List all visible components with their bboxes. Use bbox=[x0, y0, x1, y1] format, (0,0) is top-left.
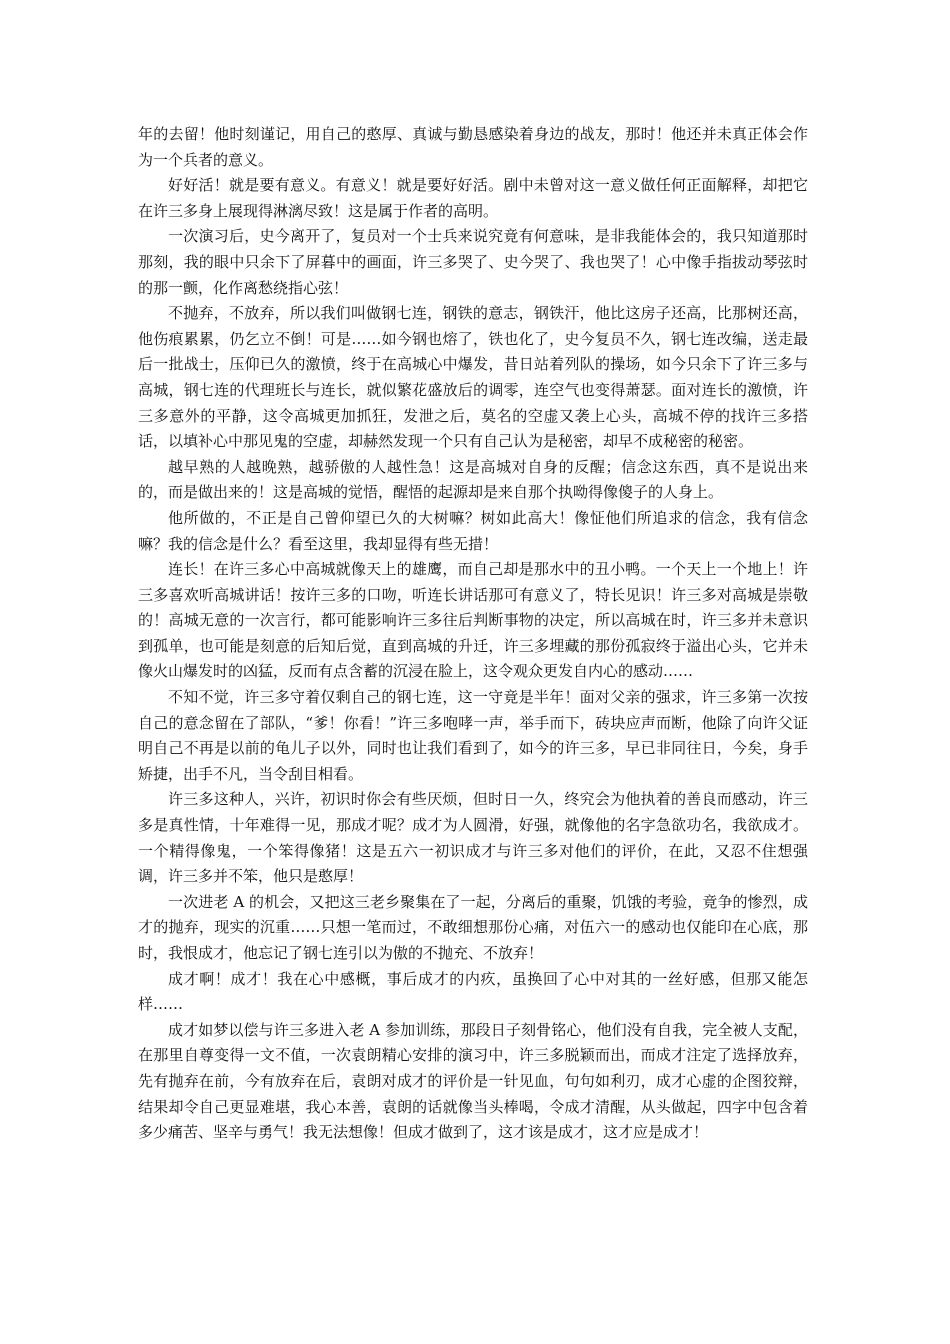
paragraph-7: 连长！在许三多心中高城就像天上的雄鹰，而自己却是那水中的丑小鸭。一个天上一个地上！许三多喜欢听高城讲话！按许三多的口吻，听连长讲话那可有意义了，特长见识！许三多对高城是崇敬的！高城无意的一次言行，都可能影响许三多往后判断事物的决定，所以高城在时，许三多并未意识到孤单，也可能是刻意的后知后觉，直到高城的升迁，许三多埋藏的那份孤寂终于溢出心头，它并未像火山爆发时的凶猛，反而有点含蓄的沉浸在脸上，这令观众更发自内心的感动…… bbox=[138, 560, 808, 681]
document-page bbox=[138, 122, 808, 1146]
paragraph-3: 一次演习后，史今离开了，复员对一个士兵来说究竟有何意味，是非我能体会的，我只知道那时那刻，我的眼中只余下了屏暮中的画面，许三多哭了、史今哭了、我也哭了！心中像手指拔动琴弦时的那一颤，化作离愁绕指心弦！ bbox=[138, 227, 808, 297]
paragraph-5: 越早熟的人越晚熟，越骄傲的人越性急！这是高城对自身的反醒；信念这东西，真不是说出来的，而是做出来的！这是高城的觉悟，醒悟的起源却是来自那个执呦得像傻子的人身上。 bbox=[138, 457, 808, 502]
paragraph-11: 成才啊！成才！我在心中感概，事后成才的内疚，虽换回了心中对其的一丝好感，但那又能怎样…… bbox=[138, 969, 808, 1014]
paragraph-8: 不知不觉，许三多守着仅剩自己的钢七连，这一守竟是半年！面对父亲的强求，许三多第一次按自己的意念留在了部队，“爹！你看！”许三多咆哮一声，举手而下，砖块应声而断，他除了向许父证明自己不再是以前的龟儿子以外，同时也让我们看到了，如今的许三多，早已非同往日，今矣，身手矫捷，出手不凡，当令刮目相看。 bbox=[138, 688, 808, 783]
paragraph-12: 成才如梦以偿与许三多进入老 A 参加训练，那段日子刻骨铭心，他们没有自我，完全被人支配，在那里自尊变得一文不值，一次袁朗精心安排的演习中，许三多脱颖而出，而成才注定了选择放弃，先有抛弃在前，今有放弃在后，袁朗对成才的评价是一针见血，句句如利刃，成才心虚的企图狡辩，结果却令自己更显难堪，我心本善，袁朗的话就像当头棒喝，令成才清醒，从头做起，四字中包含着多少痛苦、坚辛与勇气！我无法想像！但成才做到了，这才该是成才，这才应是成才！ bbox=[138, 1020, 808, 1142]
paragraph-10: 一次进老 A 的机会，又把这三老乡聚集在了一起，分离后的重聚，饥饿的考验，竟争的惨烈，成才的抛弃，现实的沉重……只想一笔而过，不敢细想那份心痛，对伍六一的感动也仅能印在心底，那时，我恨成才，他忘记了钢七连引以为傲的不抛充、不放弃！ bbox=[138, 892, 808, 962]
paragraph-4: 不抛弃，不放弃，所以我们叫做钢七连，钢铁的意志，钢铁汗，他比这房子还高，比那树还高，他伤痕累累，仍乞立不倒！可是……如今钢也熔了，铁也化了，史今复员不久，钢七连改编，送走最后一批战士，压仰已久的激愤，终于在高城心中爆发，昔日站着列队的操场，如今只余下了许三多与高城，钢七连的代理班长与连长，就似繁花盛放后的调零，连空气也变得萧瑟。面对连长的激愤，许三多意外的平静，这令高城更加抓狂，发泄之后，莫名的空虚又袭上心头，高城不停的找许三多搭话，以填补心中那见鬼的空虚，却赫然发现一个只有自己认为是秘密，却早不成秘密的秘密。 bbox=[138, 304, 808, 451]
paragraph-9: 许三多这种人，兴许，初识时你会有些厌烦，但时日一久，终究会为他执着的善良而感动，许三多是真性情，十年难得一见，那成才呢？成才为人圆滑，好强，就像他的名字急欲功名，我欲成才。一个精得像鬼，一个笨得像猪！这是五六一初识成才与许三多对他们的评价，在此，又忍不住想强调，许三多并不笨，他只是憨厚！ bbox=[138, 790, 808, 886]
paragraph-1: 年的去留！他时刻谨记，用自己的憨厚、真诚与勤恳感染着身边的战友，那时！他还并未真正体会作为一个兵者的意义。 bbox=[138, 125, 808, 169]
paragraph-2: 好好活！就是要有意义。有意义！就是要好好活。剧中未曾对这一意义做任何正面解释，却把它在许三多身上展现得淋漓尽致！这是属于作者的高明。 bbox=[138, 176, 808, 220]
paragraph-6: 他所做的，不正是自己曾仰望已久的大树嘛？树如此高大！像怔他们所追求的信念，我有信念嘛？我的信念是什么？看至这里，我却显得有些无措！ bbox=[138, 508, 808, 553]
